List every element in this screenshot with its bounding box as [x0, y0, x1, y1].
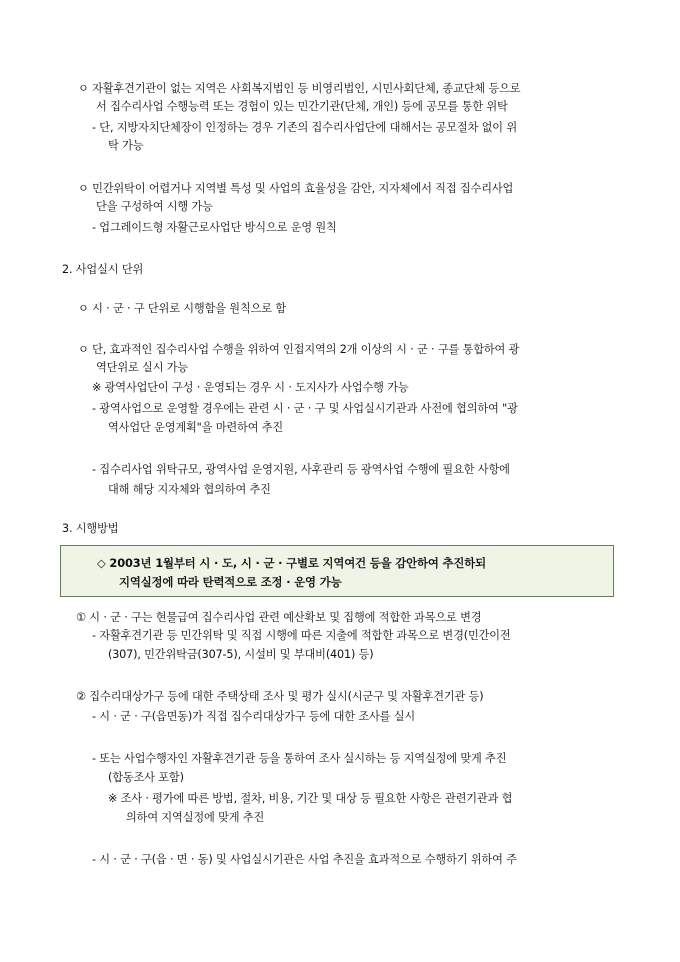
bullet-direct-operation-cont: 단을 구성하여 시행 가능 — [96, 200, 213, 213]
sub-direct-survey: - 시 · 군 · 구(읍면동)가 직접 집수리대상가구 등에 대한 조사를 실시 — [92, 710, 416, 723]
bullet-regional-cont: 역단위로 실시 가능 — [96, 361, 189, 374]
item-2-survey: ② 집수리대상가구 등에 대한 주택상태 조사 및 평가 실시(시군구 및 자활후견기관 등) — [76, 690, 484, 703]
bullet-consignment: ㅇ 자활후견기관이 없는 지역은 사회복지법인 등 비영리법인, 시민사회단체, 종교단체 등으로 — [78, 82, 521, 95]
highlight-line-2: 지역실정에 따라 탄력적으로 조정 · 운영 가능 — [119, 575, 342, 589]
sub-consultation-cont: 대해 해당 지자체와 협의하여 추진 — [108, 483, 271, 496]
section-heading-2: 2. 사업실시 단위 — [62, 263, 144, 276]
highlight-box — [60, 545, 614, 597]
bullet-regional: ㅇ 단, 효과적인 집수리사업 수행을 위하여 인접지역의 2개 이상의 시 · 군 · 구를 통합하여 광 — [78, 343, 520, 356]
note-survey-method-cont: 의하여 지역실정에 맞게 추진 — [126, 811, 265, 824]
sub-upgrade-method: - 업그레이드형 자활근로사업단 방식으로 운영 원칙 — [92, 221, 337, 234]
bullet-direct-operation: ㅇ 민간위탁이 어렵거나 지역별 특성 및 사업의 효율성을 감안, 지자체에서 직접 집수리사업 — [78, 182, 514, 195]
bullet-unit-principle: ㅇ 시 · 군 · 구 단위로 시행함을 원칙으로 함 — [78, 302, 286, 315]
sub-budget-change: - 자활후견기관 등 민간위탁 및 직접 시행에 따른 지출에 적합한 과목으로 변경(민간이전 — [92, 629, 511, 642]
sub-regional-plan-cont: 역사업단 운영계획"을 마련하여 추진 — [108, 421, 284, 434]
sub-exception-cont: 탁 가능 — [108, 139, 144, 152]
section-heading-3: 3. 시행방법 — [62, 522, 119, 535]
highlight-line-1: ◇ 2003년 1월부터 시 · 도, 시 · 군 · 구별로 지역여건 등을 감안하여 추진하되 — [97, 556, 486, 570]
sub-consultation: - 집수리사업 위탁규모, 광역사업 운영지원, 사후관리 등 광역사업 수행에 필요한 사항에 — [92, 463, 510, 476]
sub-joint-survey: - 또는 사업수행자인 자활후견기관 등을 통하여 조사 실시하는 등 지역실정에 맞게 추진 — [92, 752, 507, 765]
sub-regional-plan: - 광역사업으로 운영할 경우에는 관련 시 · 군 · 구 및 사업실시기관과 사전에 협의하여 "광 — [92, 402, 518, 415]
sub-exception: - 단, 지방자치단체장이 인정하는 경우 기존의 집수리사업단에 대해서는 공모절차 없이 위 — [92, 121, 518, 134]
bullet-consignment-cont: 서 집수리사업 수행능력 또는 경험이 있는 민간기관(단체, 개인) 등에 공모를 통한 위탁 — [96, 100, 508, 113]
item-1-budget: ① 시 · 군 · 구는 현물급여 집수리사업 관련 예산확보 및 집행에 적합한 과목으로 변경 — [76, 611, 482, 624]
sub-joint-survey-cont: (합동조사 포함) — [108, 771, 184, 784]
sub-implementing-agency: - 시 · 군 · 구(읍 · 면 · 동) 및 사업실시기관은 사업 추진을 효과적으로 수행하기 위하여 주 — [92, 853, 517, 866]
sub-budget-change-cont: (307), 민간위탁금(307-5), 시설비 및 부대비(401) 등) — [108, 648, 374, 661]
note-survey-method: ※ 조사 · 평가에 따른 방법, 절차, 비용, 기간 및 대상 등 필요한 사항은 관련기관과 협 — [108, 792, 513, 805]
note-regional-team: ※ 광역사업단이 구성 · 운영되는 경우 시 · 도지사가 사업수행 가능 — [92, 381, 409, 394]
